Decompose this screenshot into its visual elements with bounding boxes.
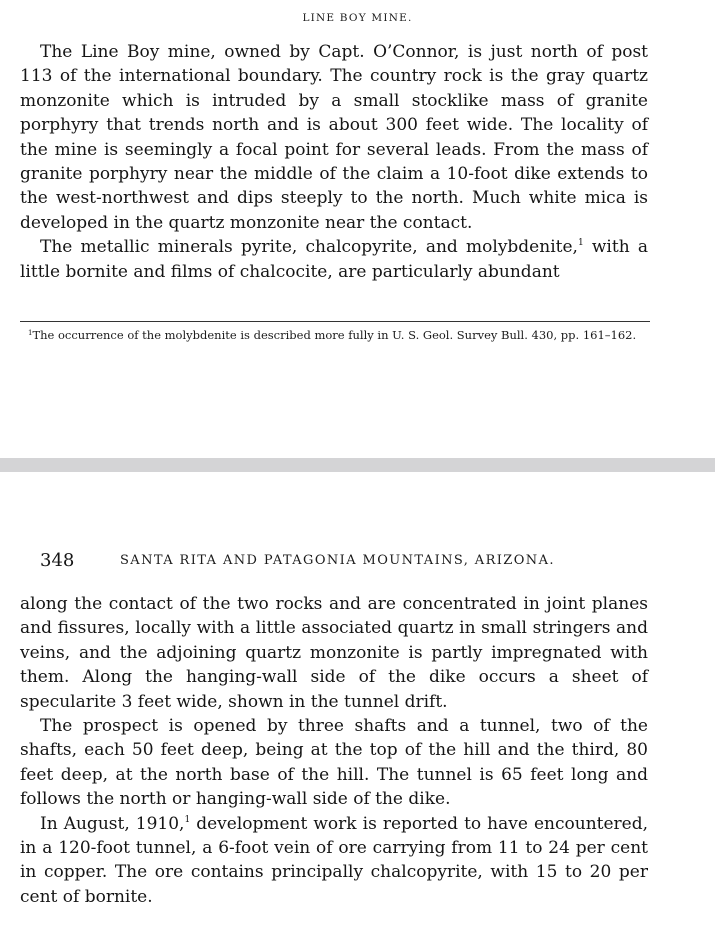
footnote-marker: 1 xyxy=(28,329,33,337)
running-head: LINE BOY MINE. xyxy=(302,12,413,24)
paragraph xyxy=(20,40,648,235)
paragraph-text: The prospect is opened by three shafts and a tunnel, two of the shafts, each 50 feet deep, being at the top of the hill and the third, 80 feet deep, at the north base of the hill. The tunnel is 65 feet long and follows the north or hanging-wall side of the dike. xyxy=(20,716,648,810)
body-text-lower xyxy=(20,592,648,909)
paragraph-text: The Line Boy mine, owned by Capt. O’Connor, is just north of post 113 of the international boundary. The country rock is the gray quartz monzonite which is intruded by a small stocklike mass of granite porphyry that trends north and is about 300 feet wide. The locality of the mine is seemingly a focal point for several leads. From the mass of granite porphyry near the middle of the claim a 10-foot dike extends to the west-northwest and dips steeply to the north. Much white mica is developed in the quartz monzonite near the contact. xyxy=(20,42,648,233)
page-separator xyxy=(0,458,715,472)
footnote-marker: 1 xyxy=(577,238,584,249)
upper-page-fragment xyxy=(0,0,715,458)
paragraph-text: with a little bornite and films of chalcocite, are particularly abundant xyxy=(20,237,648,282)
paragraph xyxy=(20,235,648,284)
paragraph xyxy=(20,714,648,812)
running-head: SANTA RITA AND PATAGONIA MOUNTAINS, ARIZONA. xyxy=(120,553,555,568)
paragraph-text: along the contact of the two rocks and are concentrated in joint planes and fissures, locally with a little associated quartz in small stringers and veins, and the adjoining quartz monzonite is partly impregnated with them. Along the hanging-wall side of the dike occurs a sheet of specularite 3 feet wide, shown in the tunnel drift. xyxy=(20,594,648,712)
body-text-upper xyxy=(20,40,648,284)
paragraph-text: development work is reported to have encountered, in a 120-foot tunnel, a 6-foot vein of ore carrying from 11 to 24 per cent in copper. The ore contains principally chalcopyrite, with 15 to 20 per cent of bornite. xyxy=(20,813,649,907)
footnote-marker: 1 xyxy=(184,814,191,825)
paragraph xyxy=(20,812,648,910)
footnote xyxy=(20,327,650,344)
paragraph-text: The metallic minerals pyrite, chalcopyrite, and molybdenite, xyxy=(40,237,578,258)
footnote-rule xyxy=(20,321,650,322)
page-number: 348 xyxy=(40,550,75,571)
paragraph xyxy=(20,592,648,714)
footnote-text: The occurrence of the molybdenite is described more fully in U. S. Geol. Survey Bull. 430, pp. 161–162. xyxy=(32,328,637,342)
paragraph-text: In August, 1910, xyxy=(40,813,185,834)
